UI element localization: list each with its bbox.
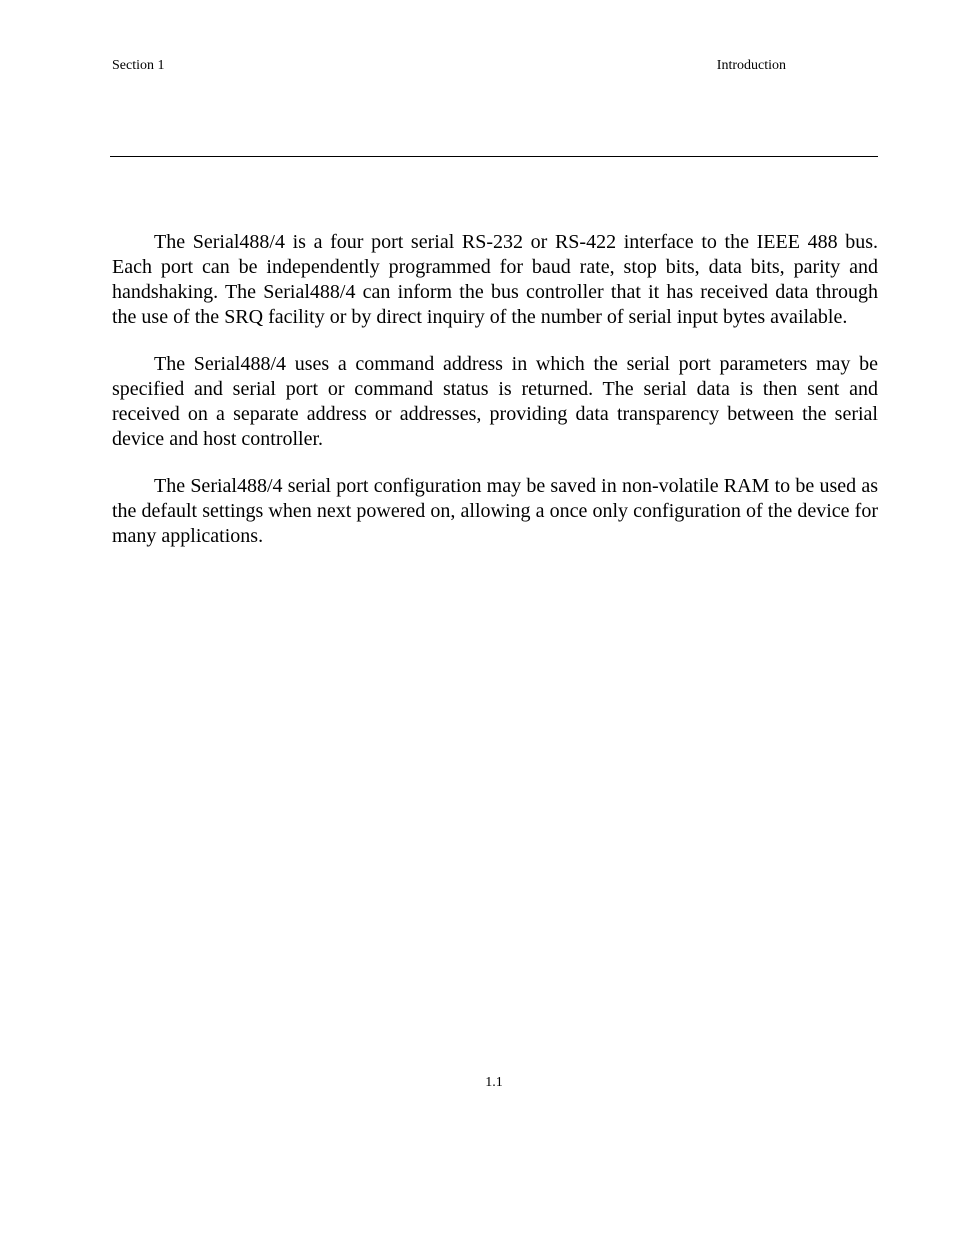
section-label: Section 1 bbox=[112, 58, 165, 73]
running-header bbox=[112, 57, 786, 77]
chapter-title: Introduction bbox=[716, 58, 786, 73]
header-divider bbox=[110, 156, 878, 157]
paragraph-command-address: The Serial488/4 uses a command address in which the serial port parameters may be specified and serial port or command status is returned. The serial data is then sent and received on a separate address or addresses, providing data transparency between the serial device and host controller. bbox=[112, 353, 878, 450]
body-text bbox=[112, 230, 878, 571]
paragraph-configuration: The Serial488/4 serial port configuration may be saved in non-volatile RAM to be used as the default settings when next powered on, allowing a once only configuration of the device for many applications. bbox=[112, 475, 878, 547]
page-number: 1.1 bbox=[485, 1075, 503, 1090]
paragraph-overview: The Serial488/4 is a four port serial RS-232 or RS-422 interface to the IEEE 488 bus. Each port can be independently programmed for baud rate, stop bits, data bits, parity and handshaking. The Serial488/4 can inform the bus controller that it has received data through the use of the SRQ facility or by direct inquiry of the number of serial input bytes available. bbox=[112, 231, 878, 328]
